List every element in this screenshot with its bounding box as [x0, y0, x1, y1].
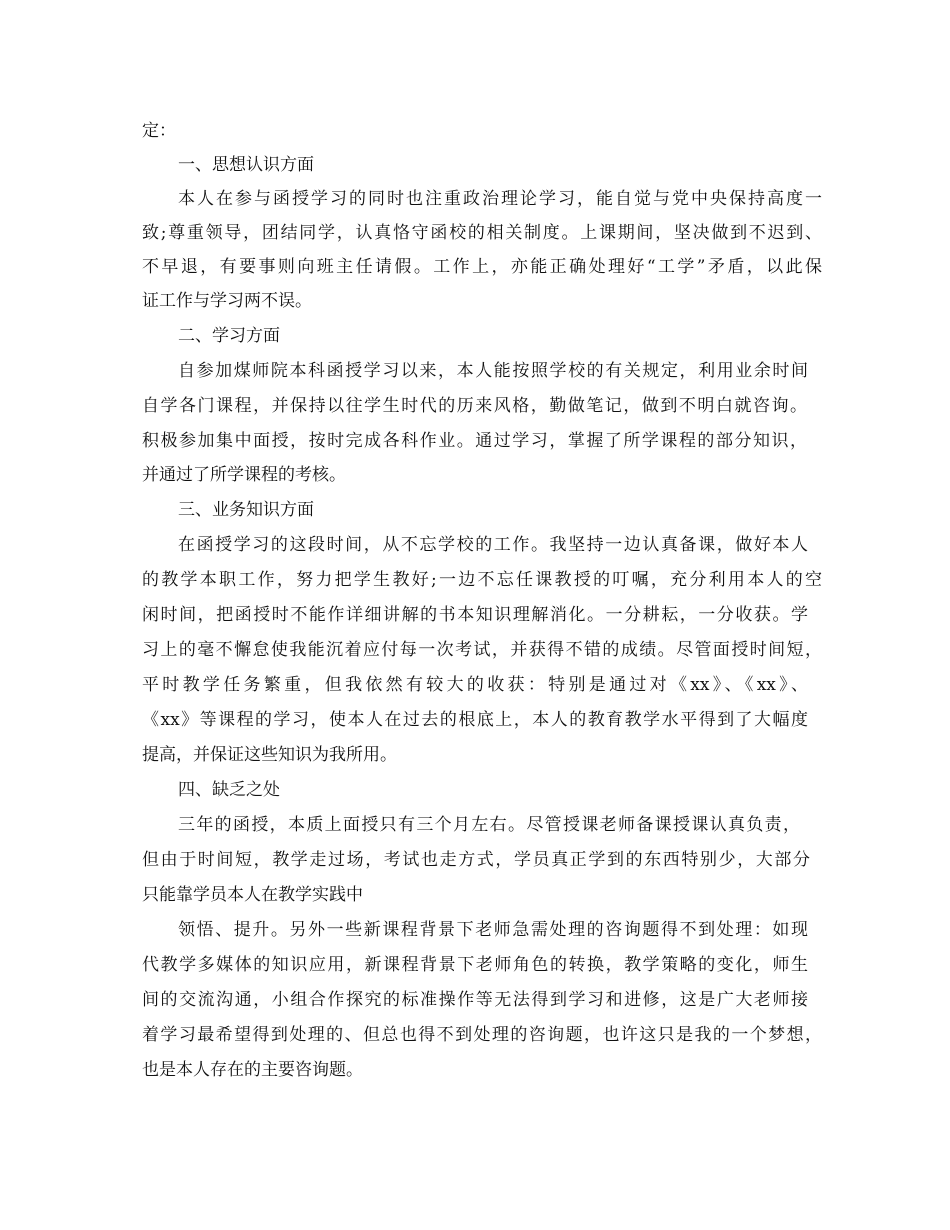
text-line: 三年的函授，本质上面授只有三个月左右。尽管授课老师备课授课认真负责， [178, 815, 800, 835]
text-line: 的教学本职工作，努力把学生教好;一边不忘任课教授的叮嘱，充分利用本人的空 [142, 570, 822, 590]
section-heading-4: 四、缺乏之处 [178, 780, 280, 800]
text-line: 证工作与学习两不误。 [142, 291, 312, 311]
text-line: 不早退，有要事则向班主任请假。工作上，亦能正确处理好“工学”矛盾，以此保 [142, 257, 822, 277]
text-line: 定： [142, 121, 176, 141]
text-line: 《xx》等课程的学习，使本人在过去的根底上，本人的教育教学水平得到了大幅度 [142, 710, 808, 730]
text-line: 间的交流沟通，小组合作探究的标准操作等无法得到学习和进修，这是广大老师接 [142, 990, 808, 1010]
section-heading-2: 二、学习方面 [178, 326, 280, 346]
text-line: 也是本人存在的主要咨询题。 [142, 1060, 363, 1080]
text-line: 本人在参与函授学习的同时也注重政治理论学习，能自觉与党中央保持高度一 [178, 189, 822, 209]
text-line: 提高，并保证这些知识为我所用。 [142, 745, 397, 765]
text-line: 领悟、提升。另外一些新课程背景下老师急需处理的咨询题得不到处理：如现 [178, 920, 808, 940]
text-line: 致;尊重领导，团结同学，认真恪守函校的相关制度。上课期间，坚决做到不迟到、 [142, 223, 822, 243]
text-line: 只能靠学员本人在教学实践中 [142, 885, 363, 905]
text-line: 在函授学习的这段时间，从不忘学校的工作。我坚持一边认真备课，做好本人 [178, 535, 808, 555]
text-line: 代教学多媒体的知识应用，新课程背景下老师角色的转换，教学策略的变化，师生 [142, 955, 808, 975]
section-heading-1: 一、思想认识方面 [178, 155, 314, 175]
text-line: 闲时间，把函授时不能作详细讲解的书本知识理解消化。一分耕耘，一分收获。学 [142, 605, 808, 625]
text-line: 平时教学任务繁重，但我依然有较大的收获：特别是通过对《xx》、《xx》、 [142, 675, 808, 695]
text-line: 但由于时间短，教学走过场，考试也走方式，学员真正学到的东西特别少，大部分 [142, 850, 810, 870]
text-line: 自学各门课程，并保持以往学生时代的历来风格，勤做笔记，做到不明白就咨询。 [142, 396, 807, 416]
text-line: 积极参加集中面授，按时完成各科作业。通过学习，掌握了所学课程的部分知识， [142, 431, 807, 451]
text-line: 习上的毫不懈怠使我能沉着应付每一次考试，并获得不错的成绩。尽管面授时间短， [142, 640, 822, 660]
section-heading-3: 三、业务知识方面 [178, 500, 314, 520]
text-line: 自参加煤师院本科函授学习以来，本人能按照学校的有关规定，利用业余时间 [178, 361, 808, 381]
text-line: 着学习最希望得到处理的、但总也得不到处理的咨询题，也许这只是我的一个梦想， [142, 1025, 822, 1045]
text-line: 并通过了所学课程的考核。 [142, 465, 346, 485]
